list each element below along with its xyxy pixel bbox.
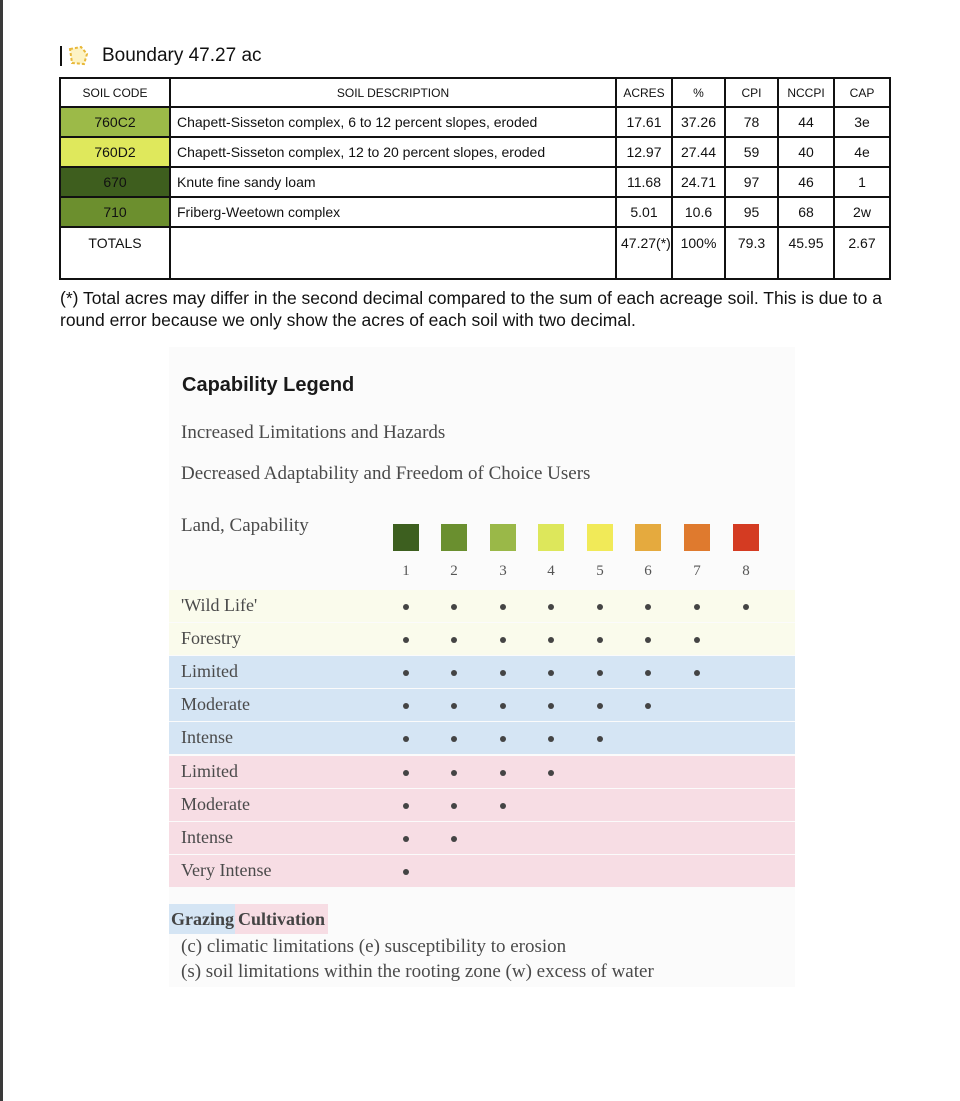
- capability-legend: [169, 347, 795, 987]
- capability-dot: [500, 770, 506, 776]
- capability-dot: [451, 770, 457, 776]
- legend-footnote-2: (s) soil limitations within the rooting zone (w) excess of water: [181, 961, 654, 982]
- cap-cell: 2w: [834, 197, 890, 227]
- table-header-row: [60, 78, 890, 107]
- capability-row: [169, 855, 795, 887]
- col-cap: CAP: [834, 78, 890, 107]
- capability-row-label: Intense: [181, 826, 233, 847]
- capability-dot: [645, 637, 651, 643]
- capability-row-label: 'Wild Life': [181, 595, 258, 615]
- col-percent: %: [672, 78, 725, 107]
- capability-dot: [597, 637, 603, 643]
- capability-dot: [500, 637, 506, 643]
- capability-dot: [597, 736, 603, 742]
- col-acres: ACRES: [616, 78, 672, 107]
- percent-cell: 24.71: [672, 167, 725, 197]
- capability-class-number: 3: [499, 563, 507, 579]
- totals-acres: 47.27(*): [616, 227, 672, 279]
- table-row: [60, 197, 890, 227]
- nccpi-cell: 46: [778, 167, 834, 197]
- capability-class-number: 7: [693, 563, 701, 579]
- percent-cell: 37.26: [672, 107, 725, 137]
- capability-class-number: 5: [596, 563, 604, 579]
- capability-swatch-2: [441, 524, 467, 551]
- capability-row-label: Limited: [181, 760, 238, 781]
- cultivation-tag: Cultivation: [235, 904, 328, 934]
- cpi-cell: 59: [725, 137, 778, 167]
- capability-dot: [403, 803, 409, 809]
- soil-description-cell: Chapett-Sisseton complex, 12 to 20 percent slopes, eroded: [170, 137, 616, 167]
- capability-dot: [500, 670, 506, 676]
- capability-dot: [548, 604, 554, 610]
- capability-dot: [694, 637, 700, 643]
- boundary-polygon-icon: [66, 44, 90, 68]
- soil-description-cell: Chapett-Sisseton complex, 6 to 12 percent slopes, eroded: [170, 107, 616, 137]
- capability-row-label: Very Intense: [181, 859, 272, 880]
- acres-cell: 12.97: [616, 137, 672, 167]
- capability-row-label: Intense: [181, 727, 233, 748]
- capability-dot: [645, 703, 651, 709]
- grazing-tag: Grazing: [169, 904, 236, 934]
- soil-code-cell: 670: [60, 167, 170, 197]
- cpi-cell: 78: [725, 107, 778, 137]
- capability-dot: [548, 637, 554, 643]
- capability-dot: [403, 869, 409, 875]
- soil-code-cell: 760D2: [60, 137, 170, 167]
- capability-dot: [451, 836, 457, 842]
- capability-row-label: Moderate: [181, 694, 250, 715]
- capability-swatch-3: [490, 524, 516, 551]
- capability-row: [169, 590, 795, 622]
- capability-swatch-4: [538, 524, 564, 551]
- capability-dot: [597, 670, 603, 676]
- acres-cell: 11.68: [616, 167, 672, 197]
- cap-cell: 3e: [834, 107, 890, 137]
- capability-dot: [548, 736, 554, 742]
- page-left-edge: [0, 0, 3, 1101]
- capability-dot: [548, 670, 554, 676]
- acres-cell: 5.01: [616, 197, 672, 227]
- capability-dot: [694, 670, 700, 676]
- capability-dot: [403, 736, 409, 742]
- totals-empty-cell: [170, 227, 616, 279]
- capability-class-number: 2: [450, 563, 458, 579]
- totals-cpi: 79.3: [725, 227, 778, 279]
- percent-cell: 10.6: [672, 197, 725, 227]
- capability-row: [169, 722, 795, 754]
- totals-row: [60, 227, 890, 279]
- capability-row: [169, 656, 795, 688]
- capability-row-label: Forestry: [181, 628, 241, 649]
- capability-class-number: 1: [402, 563, 410, 579]
- capability-dot: [548, 703, 554, 709]
- capability-swatch-1: [393, 524, 419, 551]
- capability-dot: [694, 604, 700, 610]
- legend-title: Capability Legend: [182, 374, 355, 396]
- capability-row: [169, 756, 795, 788]
- soil-code-cell: 760C2: [60, 107, 170, 137]
- capability-dot: [451, 637, 457, 643]
- legend-footnote-1: (c) climatic limitations (e) susceptibility to erosion: [181, 936, 567, 957]
- capability-dot: [403, 604, 409, 610]
- capability-dot: [500, 703, 506, 709]
- capability-dot: [500, 736, 506, 742]
- boundary-header: [60, 42, 262, 70]
- col-cpi: CPI: [725, 78, 778, 107]
- table-row: [60, 137, 890, 167]
- capability-class-number: 4: [547, 563, 555, 579]
- capability-swatch-7: [684, 524, 710, 551]
- capability-dot: [403, 703, 409, 709]
- col-soil-description: SOIL DESCRIPTION: [170, 78, 616, 107]
- legend-adaptability-line: Decreased Adaptability and Freedom of Choice Users: [181, 463, 591, 484]
- capability-row-label: Moderate: [181, 793, 250, 814]
- totals-percent: 100%: [672, 227, 725, 279]
- capability-dot: [451, 670, 457, 676]
- capability-dot: [403, 836, 409, 842]
- soil-table: [59, 77, 891, 280]
- col-soil-code: SOIL CODE: [60, 78, 170, 107]
- capability-dot: [451, 604, 457, 610]
- nccpi-cell: 68: [778, 197, 834, 227]
- rounding-note: (*) Total acres may differ in the second decimal compared to the sum of each acreage soil. This is due to a round error because we only show the acres of each soil with two decimal.: [60, 288, 882, 330]
- capability-swatch-6: [635, 524, 661, 551]
- capability-row: [169, 689, 795, 721]
- cap-cell: 4e: [834, 137, 890, 167]
- totals-nccpi: 45.95: [778, 227, 834, 279]
- capability-dot: [500, 604, 506, 610]
- table-row: [60, 107, 890, 137]
- totals-cap: 2.67: [834, 227, 890, 279]
- capability-dot: [645, 670, 651, 676]
- capability-dot: [743, 604, 749, 610]
- boundary-title: Boundary 47.27 ac: [102, 45, 262, 66]
- percent-cell: 27.44: [672, 137, 725, 167]
- capability-dot: [548, 770, 554, 776]
- capability-dot: [403, 770, 409, 776]
- legend-land-capability-label: Land, Capability: [181, 515, 309, 536]
- capability-dot: [645, 604, 651, 610]
- totals-label: TOTALS: [60, 227, 170, 279]
- capability-row-label: Limited: [181, 661, 238, 682]
- capability-dot: [403, 637, 409, 643]
- cursor-bar-icon: [60, 46, 62, 66]
- capability-dot: [451, 803, 457, 809]
- table-row: [60, 167, 890, 197]
- capability-dot: [597, 703, 603, 709]
- capability-row: [169, 623, 795, 655]
- legend-limitations-line: Increased Limitations and Hazards: [181, 422, 446, 443]
- capability-dot: [597, 604, 603, 610]
- capability-dot: [403, 670, 409, 676]
- cpi-cell: 95: [725, 197, 778, 227]
- capability-dot: [451, 703, 457, 709]
- capability-dot: [451, 736, 457, 742]
- cap-cell: 1: [834, 167, 890, 197]
- capability-class-number: 6: [644, 563, 652, 579]
- capability-dot: [500, 803, 506, 809]
- capability-row: [169, 822, 795, 854]
- soil-code-cell: 710: [60, 197, 170, 227]
- capability-class-number: 8: [742, 563, 750, 579]
- capability-row: [169, 789, 795, 821]
- nccpi-cell: 44: [778, 107, 834, 137]
- capability-swatch-8: [733, 524, 759, 551]
- nccpi-cell: 40: [778, 137, 834, 167]
- capability-swatch-5: [587, 524, 613, 551]
- soil-description-cell: Friberg-Weetown complex: [170, 197, 616, 227]
- col-nccpi: NCCPI: [778, 78, 834, 107]
- soil-description-cell: Knute fine sandy loam: [170, 167, 616, 197]
- cpi-cell: 97: [725, 167, 778, 197]
- acres-cell: 17.61: [616, 107, 672, 137]
